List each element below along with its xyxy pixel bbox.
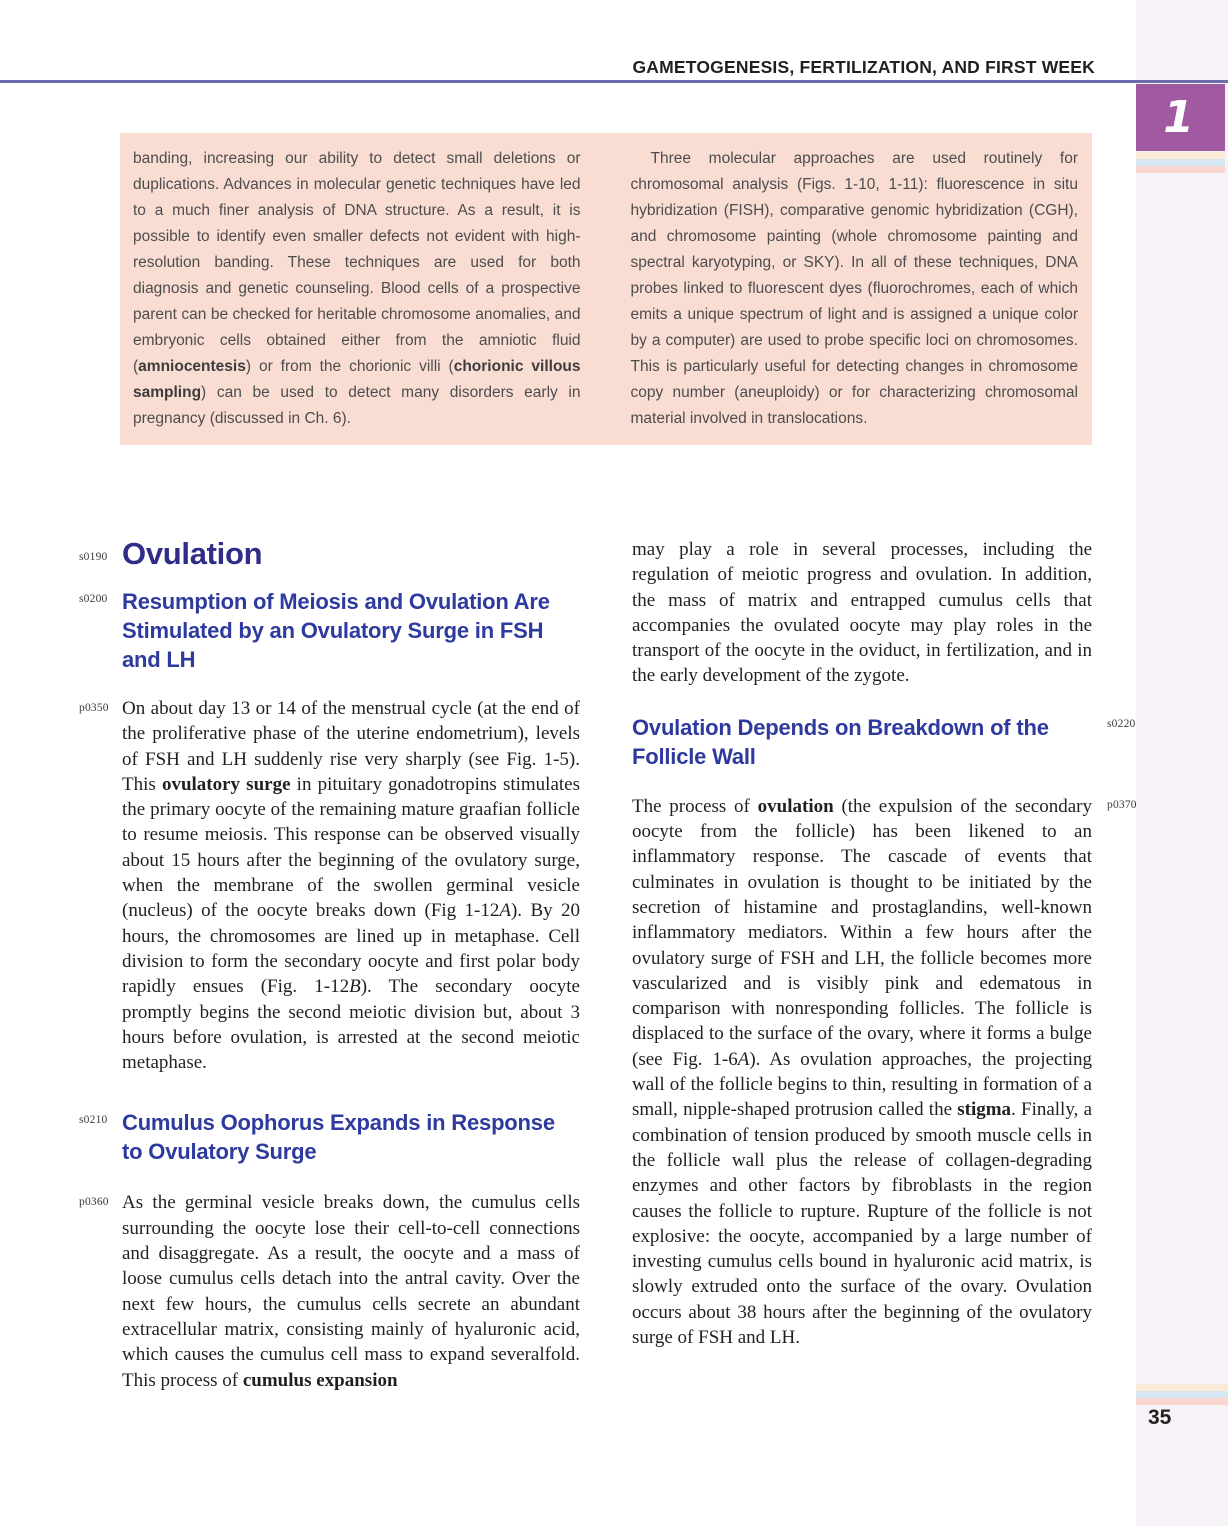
page-edge-strip: [1136, 0, 1228, 1526]
decorative-band-blue-bottom: [1136, 1391, 1228, 1398]
chapter-number: 1: [1163, 91, 1194, 143]
clinical-info-box: [120, 133, 1092, 445]
decorative-band-pink-bottom: [1136, 1398, 1228, 1405]
body-column-left: [79, 530, 581, 1393]
info-box-right-text: Three molecular approaches are used routinely for chromosomal analysis (Figs. 1-10, 1-11): fluorescence in situ hybridization (FISH), comparative genomic hybridization (CGH), and chromosome painting (whole chromosome painting and spectral karyotyping, or SKY). In all of these techniques, DNA probes linked to fluorescent dyes (fluorochromes, each of which emits a unique spectrum of light and is assigned a unique color by a computer) are used to probe specific loci on chromosomes. This is particularly useful for detecting changes in chromosome copy number (aneuploidy) or for characterizing chromosomal material involved in translocations.: [630, 150, 1078, 427]
decorative-band-pink-top: [1136, 166, 1225, 173]
decorative-band-blue-top: [1136, 159, 1225, 166]
paragraph-p0350: [79, 696, 581, 1075]
margin-label-p0360: p0360: [79, 1196, 109, 1209]
margin-label-s0190: s0190: [79, 551, 108, 563]
body-column-right: [632, 530, 1137, 1350]
margin-label-s0210: s0210: [79, 1114, 108, 1127]
running-header: GAMETOGENESIS, FERTILIZATION, AND FIRST WEEK: [632, 57, 1095, 77]
paragraph-continuation: [632, 537, 1092, 689]
subheading-text: Resumption of Meiosis and Ovulation Are Stimulated by an Ovulatory Surge in FSH and LH: [122, 589, 550, 672]
page-number: 35: [1148, 1406, 1172, 1429]
subheading-resumption: [79, 587, 580, 674]
margin-label-s0220: s0220: [1107, 717, 1136, 730]
info-box-left-text: banding, increasing our ability to detect small deletions or duplications. Advances in molecular genetic techniques have led to a much finer analysis of DNA structure. As a result, it is possible to identify even smaller defects not evident with high-resolution banding. These techniques are used for both diagnosis and genetic counseling. Blood cells of a prospective parent can be checked for heritable chromosome anomalies, and embryonic cells obtained either from the amniotic fluid (amniocentesis) or from the chorionic villi (chorionic villous sampling) can be used to detect many disorders early in pregnancy (discussed in Ch. 6).: [133, 150, 581, 427]
paragraph-p0360: [79, 1190, 580, 1392]
decorative-band-peach-bottom: [1136, 1384, 1228, 1391]
subheading-breakdown: [632, 713, 1136, 771]
margin-label-p0370: p0370: [1107, 798, 1137, 811]
subheading-cumulus: [79, 1108, 580, 1166]
decorative-band-peach-top: [1136, 152, 1225, 159]
subheading-text: Cumulus Oophorus Expands in Response to Ovulatory Surge: [122, 1110, 555, 1165]
section-heading-ovulation: [79, 536, 580, 571]
header-rule: [0, 80, 1228, 83]
paragraph-text: The process of ovulation (the expulsion of the secondary oocyte from the follicle) has been likened to an inflammatory response. The cascade of events that culminates in ovulation is thought to be initiated by the secretion of histamine and prostaglandins, well-known inflammatory mediators. Within a few hours after the ovulatory surge of FSH and LH, the follicle becomes more vascularized and is visibly pink and edematous in comparison with nonresponding follicles. The follicle is displaced to the surface of the ovary, where it forms a bulge (see Fig. 1-6A). As ovulation approaches, the projecting wall of the follicle begins to thin, resulting in formation of a small, nipple-shaped protrusion called the stigma. Finally, a combination of tension produced by smooth muscle cells in the follicle wall plus the release of collagen-degrading enzymes and other factors by fibroblasts in the region causes the follicle to rupture. Rupture of the follicle is not explosive: the oocyte, accompanied by a large number of investing cumulus cells bound in hyaluronic acid matrix, is slowly extruded onto the surface of the ovary. Ovulation occurs about 38 hours after the beginning of the ovulatory surge of FSH and LH.: [632, 795, 1092, 1349]
margin-label-p0350: p0350: [79, 702, 109, 714]
section-heading-text: Ovulation: [122, 536, 263, 571]
paragraph-p0370: [632, 794, 1137, 1351]
chapter-tab: [1136, 84, 1225, 151]
margin-label-s0200: s0200: [79, 593, 108, 605]
paragraph-text: As the germinal vesicle breaks down, the cumulus cells surrounding the oocyte lose their cell-to-cell connections and disaggregate. As a result, the oocyte and a mass of loose cumulus cells detach into the antral cavity. Over the next few hours, the cumulus cells secrete an abundant extracellular matrix, consisting mainly of hyaluronic acid, which causes the cumulus cell mass to expand severalfold. This process of cumulus expansion: [122, 1192, 580, 1391]
paragraph-text: On about day 13 or 14 of the menstrual cycle (at the end of the proliferative phase of the uterine endometrium), levels of FSH and LH suddenly rise very sharply (see Fig. 1-5). This ovulatory surge in pituitary gonadotropins stimulates the primary oocyte of the remaining mature graafian follicle to resume meiosis. This response can be observed visually about 15 hours after the beginning of the ovulatory surge, when the membrane of the swollen germinal vesicle (nucleus) of the oocyte breaks down (Fig 1-12A). By 20 hours, the chromosomes are lined up in metaphase. Cell division to form the secondary oocyte and first polar body rapidly ensues (Fig. 1-12B). The secondary oocyte promptly begins the second meiotic division but, about 3 hours before ovulation, is arrested at the second meiotic metaphase.: [122, 698, 581, 1074]
subheading-text: Ovulation Depends on Breakdown of the Follicle Wall: [632, 714, 1049, 769]
paragraph-text: may play a role in several processes, including the regulation of meiotic progress and ovulation. In addition, the mass of matrix and entrapped cumulus cells that accompanies the ovulated oocyte may play roles in the transport of the oocyte in the oviduct, in fertilization, and in the early development of the zygote.: [632, 539, 1092, 687]
